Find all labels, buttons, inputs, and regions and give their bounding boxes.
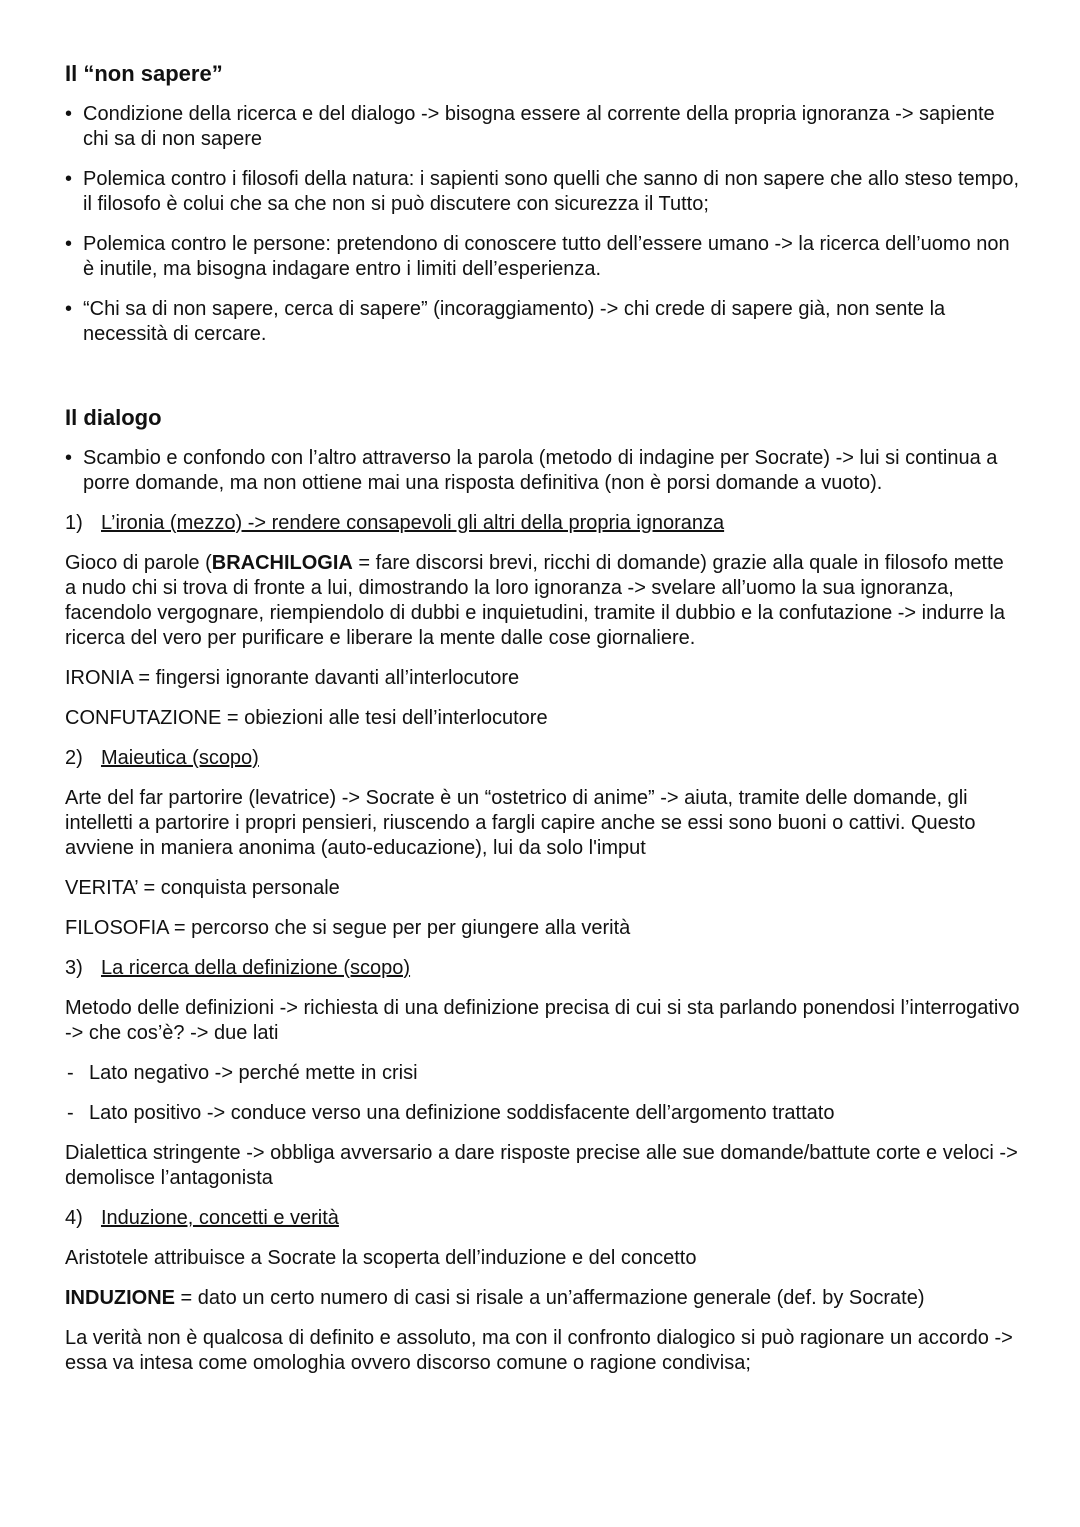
- list-item: [65, 446, 1020, 496]
- dash-icon: -: [67, 1062, 74, 1084]
- item-title: La ricerca della definizione (scopo): [101, 957, 411, 979]
- item-number: 4): [65, 1207, 83, 1229]
- paragraph-metodo-definizioni: Metodo delle definizioni -> richiesta di una definizione precisa di cui si sta parlando ponendosi l’interrogativo -> che cos’è? -> due lati: [65, 997, 1020, 1044]
- paragraph-brachilogia: Gioco di parole (BRACHILOGIA = fare discorsi brevi, ricchi di domande) grazie alla quale in filosofo mette a nudo chi si trova di fronte a lui, dimostrando la loro ignoranza -> svelare all’uomo la sua ignoranza, facendolo vergognare, riempiendolo di dubbi e inquietudini, tramite il dubbio e la confutazione -> indurre la ricerca del vero per purificare e liberare la mente dalle cose giornaliere.: [65, 552, 1006, 649]
- item-number: 1): [65, 512, 83, 534]
- list-item-text: “Chi sa di non sapere, cerca di sapere” (incoraggiamento) -> chi crede di sapere già, non sente la necessità di cercare.: [83, 298, 946, 345]
- bullet-icon: •: [65, 103, 73, 125]
- bullet-icon: •: [65, 168, 73, 190]
- bullet-icon: •: [65, 233, 73, 255]
- dash-icon: -: [67, 1102, 74, 1124]
- item-number: 2): [65, 747, 83, 769]
- definition-filosofia: FILOSOFIA = percorso che si segue per per giungere alla verità: [65, 917, 631, 939]
- item-title: Maieutica (scopo): [101, 747, 259, 769]
- paragraph-dialettica: Dialettica stringente -> obbliga avversario a dare risposte precise alle sue domande/battute corte e veloci -> demolisce l’antagonista: [65, 1142, 1018, 1189]
- dash-item-negativo: - Lato negativo -> perché mette in crisi: [67, 1062, 418, 1084]
- definition-induzione: INDUZIONE = dato un certo numero di casi si risale a un’affermazione generale (def. by Socrate): [65, 1287, 925, 1309]
- term-brachilogia: BRACHILOGIA: [211, 552, 353, 574]
- definition-confutazione: CONFUTAZIONE = obiezioni alle tesi dell’interlocutore: [65, 707, 548, 729]
- numbered-heading-definizione: [65, 956, 1020, 981]
- term-induzione: INDUZIONE: [65, 1287, 175, 1309]
- item-title: L’ironia (mezzo) -> rendere consapevoli gli altri della propria ignoranza: [101, 512, 725, 534]
- paragraph-aristotele: Aristotele attribuisce a Socrate la scoperta dell’induzione e del concetto: [65, 1247, 697, 1269]
- list-item: [65, 102, 1020, 152]
- list-item-text: Polemica contro i filosofi della natura: i sapienti sono quelli che sanno di non sapere che allo steso tempo, il filosofo è colui che sa che non si può discutere con sicurezza il Tutto;: [83, 168, 1020, 215]
- list-item: [65, 232, 1020, 282]
- section-title-dialogo: Il dialogo: [65, 405, 162, 430]
- list-item-text: Scambio e confondo con l’altro attraverso la parola (metodo di indagine per Socrate) -> lui si continua a porre domande, ma non ottiene mai una risposta definitiva (non è porsi domande a vuoto).: [83, 447, 998, 494]
- bullet-icon: •: [65, 447, 73, 469]
- bullet-icon: •: [65, 298, 73, 320]
- numbered-heading-induzione: [65, 1206, 1020, 1231]
- document-page: [65, 58, 1020, 1376]
- numbered-heading-ironia: [65, 511, 1020, 536]
- list-item: [65, 167, 1020, 217]
- paragraph-verita: La verità non è qualcosa di definito e assoluto, ma con il confronto dialogico si può ragionare un accordo -> essa va intesa come omologhia ovvero discorso comune o ragione condivisa;: [65, 1327, 1013, 1374]
- item-number: 3): [65, 957, 83, 979]
- list-item-text: Condizione della ricerca e del dialogo -> bisogna essere al corrente della propria ignoranza -> sapiente chi sa di non sapere: [83, 103, 995, 150]
- numbered-heading-maieutica: [65, 746, 1020, 771]
- dash-item-positivo: - Lato positivo -> conduce verso una definizione soddisfacente dell’argomento trattato: [67, 1102, 835, 1124]
- section-title-non-sapere: Il “non sapere”: [65, 61, 223, 86]
- item-title: Induzione, concetti e verità: [101, 1207, 339, 1229]
- definition-ironia: IRONIA = fingersi ignorante davanti all’interlocutore: [65, 667, 520, 689]
- definition-verita: VERITA’ = conquista personale: [65, 877, 340, 899]
- list-item-text: Polemica contro le persone: pretendono di conoscere tutto dell’essere umano -> la ricerca dell’uomo non è inutile, ma bisogna indagare entro i limiti dell’esperienza.: [83, 233, 1010, 280]
- list-item: [65, 297, 1020, 347]
- paragraph-maieutica: Arte del far partorire (levatrice) -> Socrate è un “ostetrico di anime” -> aiuta, tramite delle domande, gli intelletti a partorire i propri pensieri, riuscendo a fargli capire anche se essi sono buoni o cattivi. Questo avviene in maniera anonima (auto-educazione), lui da solo l'imput: [65, 787, 976, 859]
